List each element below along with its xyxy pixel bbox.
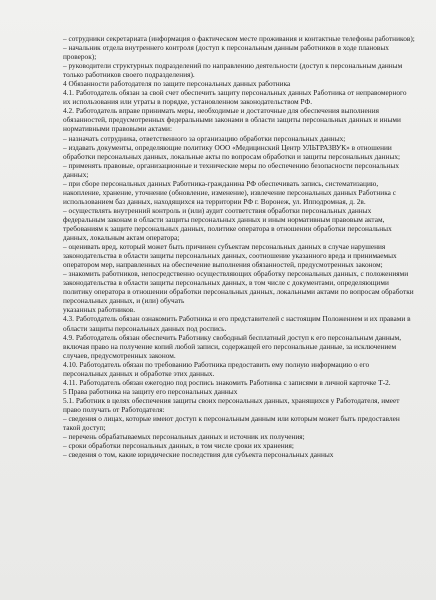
paragraph: 4.9. Работодатель обязан обеспечить Работнику свободный бесплатный доступ к его персональным данным, включая право на получение копий любой записи, содержащей его персональные данные, за исключением случаев, предусмотренных законом. — [63, 332, 402, 360]
paragraph: – сведения о лицах, которые имеют доступ к персональным данным или которым может быть предоставлен такой доступ; — [63, 413, 400, 433]
section-heading: 5 Права работника на защиту его персональных данных — [63, 386, 238, 396]
section-heading: 4 Обязанности работодателя по защите персональных данных работника — [63, 79, 291, 89]
paragraph: – начальник отдела внутреннего контроля (доступ к персональным данным работников в ходе плановых проверок); — [63, 43, 389, 62]
paragraph: 4.2. Работодатель вправе принимать меры, необходимые и достаточные для обеспечения выполнения обязанностей, предусмотренных федеральными законами в области защиты персональных данных и иными нормативными правовыми актами: — [63, 106, 401, 134]
paragraph: – оценивать вред, который может быть причинен субъектам персональных данных в случае нарушения законодательства в области защиты персональных данных, соотношение указанного вреда и принимаемых оператором мер, направленных на обеспечение выполнения обязанностей, предусмотренных законом; — [63, 242, 397, 270]
paragraph: 4.3. Работодатель обязан ознакомить Работника и его представителей с настоящим Положением и их правами в области защиты персональных данных под роспись. — [63, 314, 411, 333]
paragraph: 5.1. Работник в целях обеспечения защиты своих персональных данных, хранящихся у Работодателя, имеет право получать от Работодателя: — [63, 395, 400, 414]
paragraph: 4.11. Работодатель обязан ежегодно под роспись знакомить Работника с записями в личной карточке Т-2. — [63, 377, 391, 387]
paragraph: – перечень обрабатываемых персональных данных и источник их получения; — [63, 432, 305, 442]
paragraph: – руководители структурных подразделений по направлению деятельности (доступ к персональным данным только работников своего подразделения). — [63, 61, 403, 80]
paragraph: – осуществлять внутренний контроль и (или) аудит соответствия обработки персональных данных федеральным законам в области защиты персональных данных и иным нормативным правовым актам, требованиям к защите персональных данных, политике оператора в отношении обработки персональных данных, локальным актам оператора; — [63, 205, 392, 243]
paragraph: указанных работников. — [63, 305, 136, 315]
paragraph: – назначать сотрудника, ответственного за организацию обработки персональных данных; — [63, 133, 346, 143]
paragraph: – применять правовые, организационные и технические меры по обеспечению безопасности персональных данных; — [63, 160, 399, 179]
paragraph: – сотрудники секретариата (информация о фактическом месте проживания и контактные телефоны работников); — [63, 34, 415, 43]
paragraph: – издавать документы, определяющие политику ООО «Медицинский Центр УЛЬТРАЗВУК» в отношении обработки персональных данных, локальные акты по вопросам обработки и защиты персональных данных; — [63, 142, 401, 161]
paragraph: – знакомить работников, непосредственно осуществляющих обработку персональных данных, с положениями законодательства в области защиты персональных данных, в том числе с документами, определяющими политику оператора в отношении обработки персональных данных, локальными актами по вопросам обработки персональных данных, и (или) обучать — [63, 269, 414, 306]
paragraph: 4.10. Работодатель обязан по требованию Работника предоставить ему полную информацию о его персональных данных и обработке этих данных. — [63, 359, 370, 378]
document-body — [63, 34, 415, 459]
paragraph: – сведения о том, какие юридические последствия для субъекта персональных данных — [63, 450, 334, 460]
paragraph: – при сборе персональных данных Работника-гражданина РФ обеспечивать запись, систематизацию, накопление, хранение, уточнение (обновление, изменение), извлечение персональных данных Работника с использованием баз данных, находящихся на территории РФ г. Воронеж, ул. Ипподромная, д. 2в. — [63, 178, 396, 206]
paragraph: – сроки обработки персональных данных, в том числе сроки их хранения; — [63, 441, 294, 451]
paragraph: 4.1. Работодатель обязан за свой счет обеспечить защиту персональных данных Работника от неправомерного их использования или утраты в порядке, установленном законодательством РФ. — [63, 88, 407, 107]
